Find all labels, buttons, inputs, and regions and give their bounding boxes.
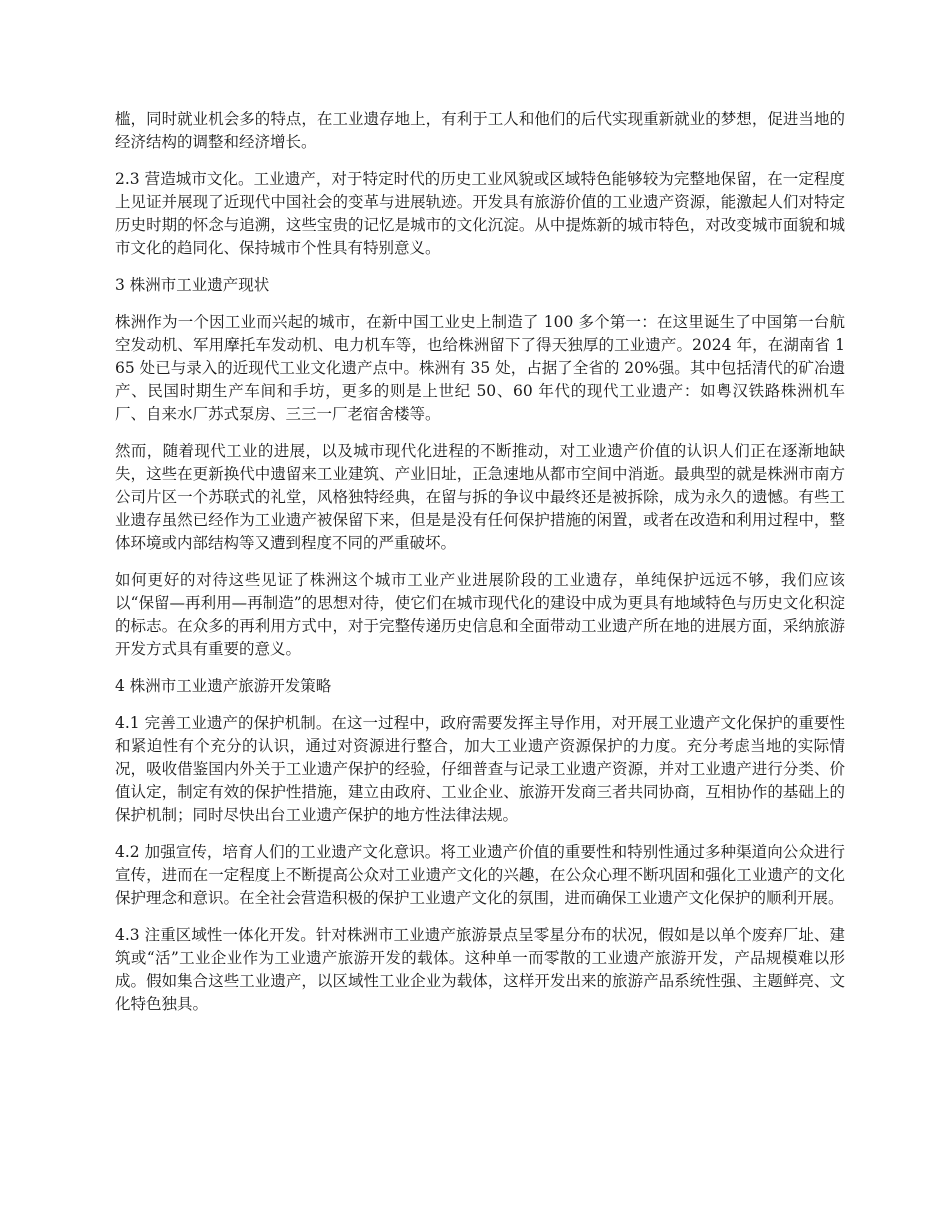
paragraph-loss-of-heritage: 然而，随着现代工业的进展，以及城市现代化进程的不断推动，对工业遗产价值的认识人们正在逐渐地缺失，这些在更新换代中遗留来工业建筑、产业旧址，正急速地从都市空间中消逝。最典型的就是株洲市南方公司片区一个苏联式的礼堂，风格独特经典，在留与拆的争议中最终还是被拆除，成为永久的遗憾。有些工业遗存虽然已经作为工业遗产被保留下来，但是是没有任何保护措施的闲置，或者在改造和利用过程中，整体环境或内部结构等又遭到程度不同的严重破坏。 <box>115 442 845 552</box>
paragraph-regional-integration: 4.3 注重区域性一体化开发。针对株洲市工业遗产旅游景点呈零星分布的状况，假如是以单个废弃厂址、建筑或“活”工业企业作为工业遗产旅游开发的载体。这种单一而零散的工业遗产旅游开发，产品规模难以形成。假如集合这些工业遗产，以区域性工业企业为载体，这样开发出来的旅游产品系统性强、主题鲜亮、文化特色独具。 <box>115 926 845 1013</box>
section-heading-current-status: 3 株洲市工业遗产现状 <box>115 276 270 294</box>
paragraph-city-culture: 2.3 营造城市文化。工业遗产，对于特定时代的历史工业风貌或区域特色能够较为完整地保留，在一定程度上见证并展现了近现代中国社会的变革与进展轨迹。开发具有旅游价值的工业遗产资源，能激起人们对特定历史时期的怀念与追溯，这些宝贵的记忆是城市的文化沉淀。从中提炼新的城市特色，对改变城市面貌和城市文化的趋同化、保持城市个性具有特别意义。 <box>115 170 845 257</box>
document-page <box>115 108 845 1030</box>
paragraph-protection-mechanism: 4.1 完善工业遗产的保护机制。在这一过程中，政府需要发挥主导作用，对开展工业遗产文化保护的重要性和紧迫性有个充分的认识，通过对资源进行整合，加大工业遗产资源保护的力度。充分考虑当地的实际情况，吸收借鉴国内外关于工业遗产保护的经验，仔细普查与记录工业遗产资源，并对工业遗产进行分类、价值认定，制定有效的保护性措施，建立由政府、工业企业、旅游开发商三者共同协商，互相协作的基础上的保护机制；同时尽快出台工业遗产保护的地方性法律法规。 <box>115 714 845 824</box>
section-heading-strategy: 4 株洲市工业遗产旅游开发策略 <box>115 677 332 695</box>
paragraph-zhuzhou-intro: 株洲作为一个因工业而兴起的城市，在新中国工业史上制造了 100 多个第一：在这里诞生了中国第一台航空发动机、军用摩托车发动机、电力机车等，也给株洲留下了得天独厚的工业遗产。2024 年，在湖南省 165 处已与录入的近现代工业文化遗产点中。株洲有 35 处，占据了全省的 20%强。其中包括清代的矿冶遗产、民国时期生产车间和手坊，更多的则是上世纪 50、60 年代的现代工业遗产：如粤汉铁路株洲机车厂、自来水厂苏式泵房、三三一厂老宿舍楼等。 <box>115 313 845 423</box>
paragraph-continuation: 槛，同时就业机会多的特点，在工业遗存地上，有利于工人和他们的后代实现重新就业的梦想，促进当地的经济结构的调整和经济增长。 <box>115 110 845 151</box>
paragraph-publicity: 4.2 加强宣传，培育人们的工业遗产文化意识。将工业遗产价值的重要性和特别性通过多种渠道向公众进行宣传，进而在一定程度上不断提高公众对工业遗产文化的兴趣，在公众心理不断巩固和强化工业遗产的文化保护理念和意识。在全社会营造积极的保护工业遗产文化的氛围，进而确保工业遗产文化保护的顺利开展。 <box>115 843 845 907</box>
paragraph-reuse-approach: 如何更好的对待这些见证了株洲这个城市工业产业进展阶段的工业遗存，单纯保护远远不够，我们应该以“保留—再利用—再制造”的思想对待，使它们在城市现代化的建设中成为更具有地域特色与历史文化积淀的标志。在众多的再利用方式中，对于完整传递历史信息和全面带动工业遗产所在地的进展方面，采纳旅游开发方式具有重要的意义。 <box>115 571 845 658</box>
